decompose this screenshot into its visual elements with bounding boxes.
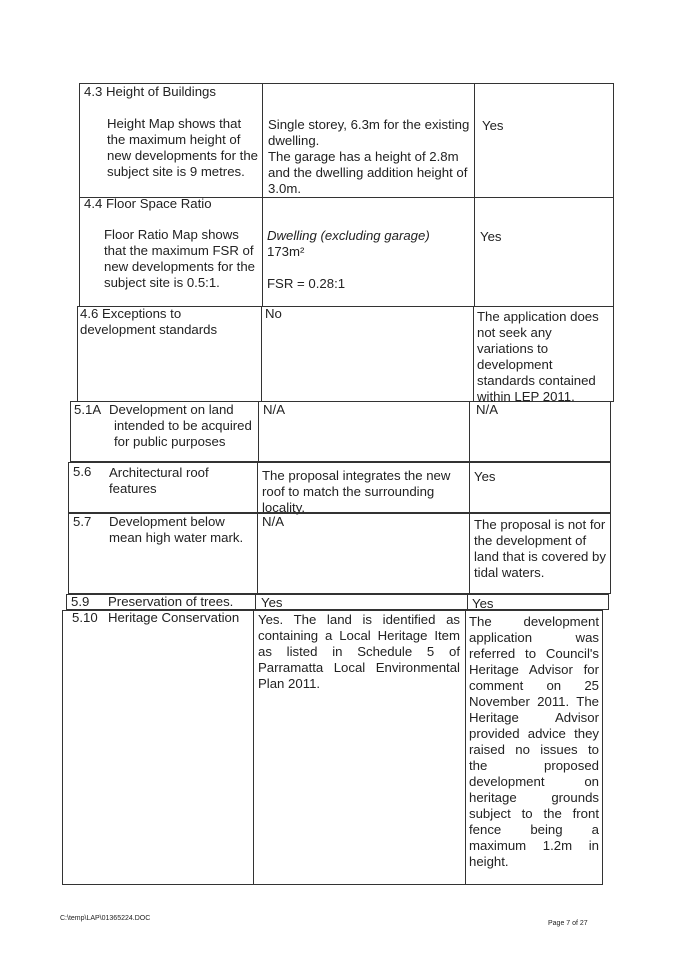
footer-page-number: Page 7 of 27 [548,920,588,927]
compliance-5-9: Yes [472,596,494,611]
number-5-10: 5.10 [72,610,98,625]
heading-5-7: Development below mean high water mark. [109,514,244,545]
number-5-6: 5.6 [73,464,92,479]
requirement-4-4: Floor Ratio Map shows that the maximum FSR of new developments for the subject site is 0.5:1. [104,227,256,290]
heading-5-1a: Development on land intended to be acquired for public purposes [109,402,252,449]
proposal-5-6: The proposal integrates the new roof to match the surrounding locality. [262,468,451,515]
footer-file-path: C:\temp\LAP\01365224.DOC [60,915,151,922]
proposal-5-9: Yes [261,595,283,610]
proposal-4-3: Single storey, 6.3m for the existing dwelling. The garage has a height of 2.8m and the dwelling addition height of 3.0m. [268,117,470,196]
compliance-4-6: The application does not seek any variations to development standards contained within LEP 2011. [477,309,599,404]
compliance-4-4: Yes [480,229,502,244]
proposal-5-10: Yes. The land is identified as containing a Local Heritage Item as listed in Schedule 5 of Parramatta Local Environmental Plan 2011. [258,612,460,691]
proposal-4-4-area: 173m² [267,244,305,259]
number-5-1a: 5.1A [74,402,102,417]
requirement-4-3: Height Map shows that the maximum height of new developments for the subject site is 9 metres. [107,116,259,179]
compliance-4-3: Yes [482,118,504,133]
heading-4-3: 4.3 Height of Buildings [84,84,216,99]
heading-5-9: Preservation of trees. [108,594,234,609]
proposal-4-4-fsr: FSR = 0.28:1 [267,276,346,291]
proposal-5-7: N/A [262,514,284,529]
compliance-5-7: The proposal is not for the development of land that is covered by tidal waters. [474,517,606,580]
compliance-5-1a: N/A [476,402,498,417]
number-5-9: 5.9 [71,594,90,609]
proposal-4-6: No [265,306,282,321]
number-5-7: 5.7 [73,514,92,529]
compliance-5-6: Yes [474,469,496,484]
heading-4-4: 4.4 Floor Space Ratio [84,196,212,211]
proposal-4-4-label: Dwelling (excluding garage) [267,228,430,243]
proposal-5-1a: N/A [263,402,285,417]
compliance-5-10: The development application was referred to Council's Heritage Advisor for comment on 25 November 2011. The Heritage Advisor provided advice they raised no issues to the proposed development on heritage grounds subject to the front fence being a maximum 1.2m in height. [469,614,599,869]
heading-5-6: Architectural roof features [109,465,209,496]
heading-4-6: 4.6 Exceptions to development standards [80,306,218,337]
heading-5-10: Heritage Conservation [108,610,240,625]
